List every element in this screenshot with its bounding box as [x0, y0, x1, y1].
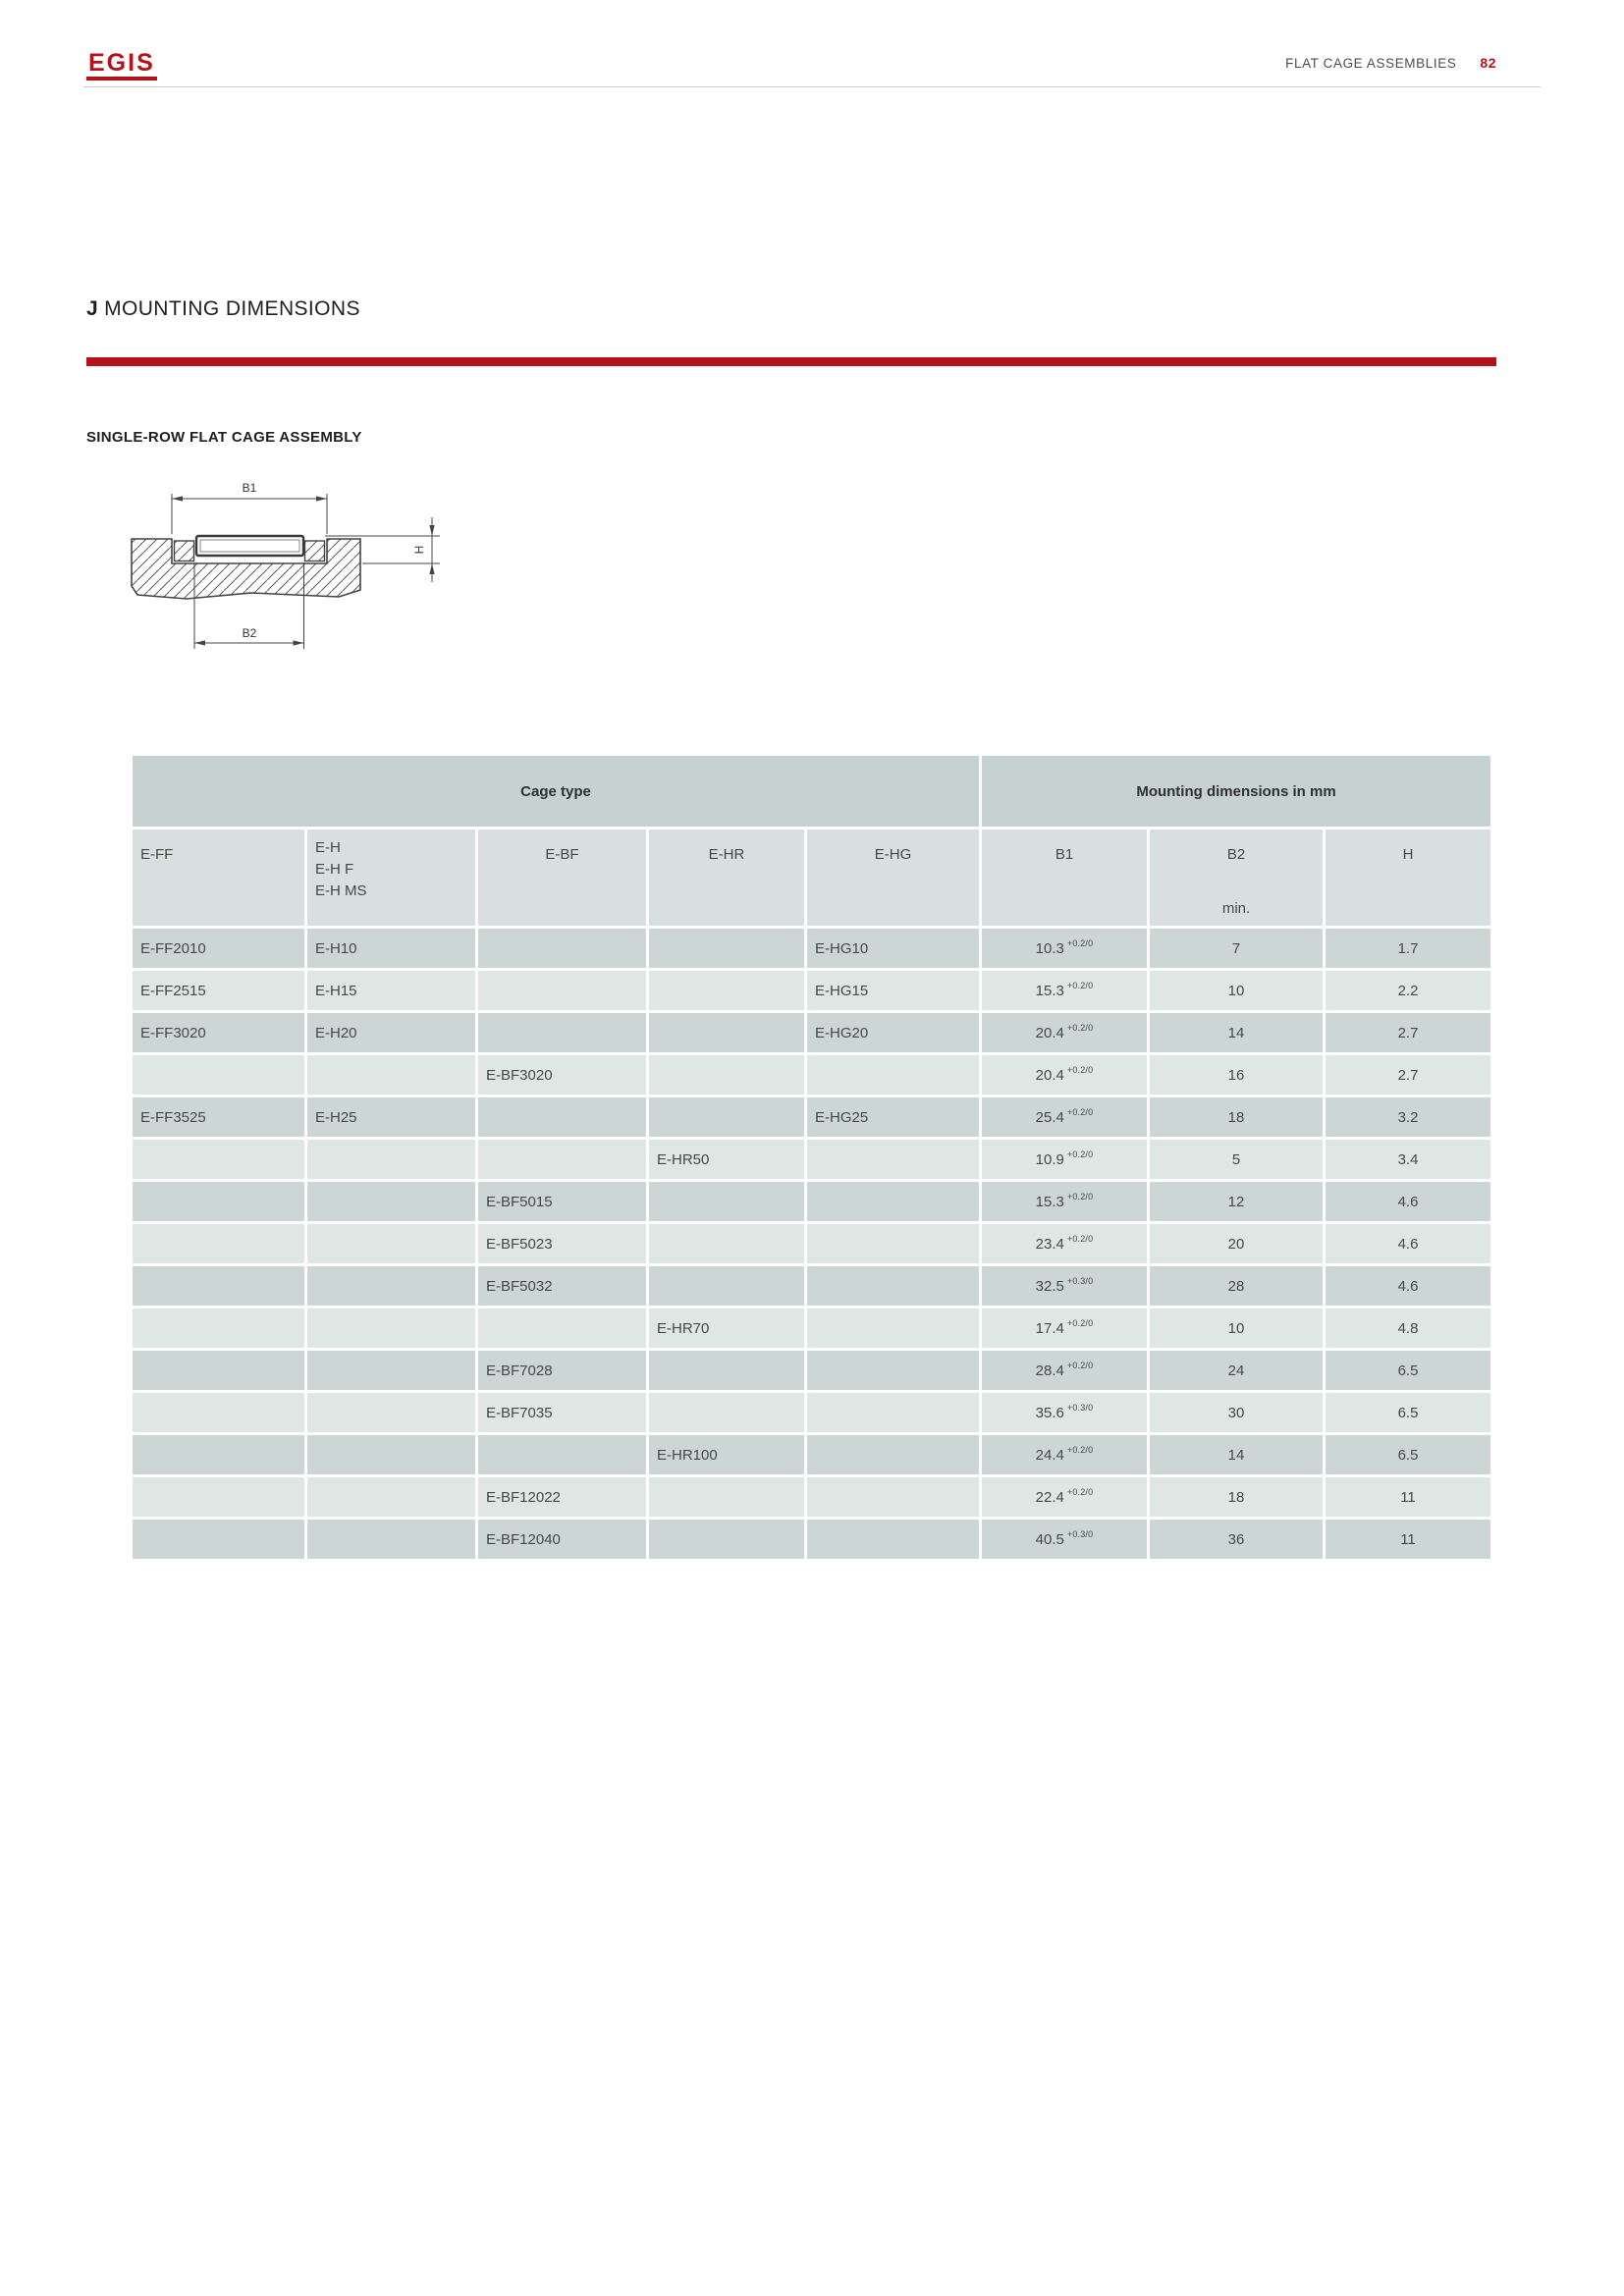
cell-h: 4.6: [1326, 1224, 1490, 1263]
col-header-e-hg: E-HG: [807, 829, 979, 926]
dim-label-h: H: [412, 545, 426, 555]
section-letter: J: [86, 297, 99, 320]
cell-b1: [982, 1224, 1147, 1263]
section-rule: [86, 357, 1496, 366]
cell-e-hg: [807, 1266, 979, 1306]
cell-b2-min: 12: [1150, 1182, 1323, 1221]
cell-e-hr: [649, 1477, 804, 1517]
b1-tolerance: +0.2/0: [1066, 1234, 1094, 1244]
cell-e-hg: E-HG25: [807, 1097, 979, 1137]
cell-e-hg: [807, 1477, 979, 1517]
col-header-e-ff: E-FF: [133, 829, 304, 926]
cell-e-h: E-H15: [307, 971, 475, 1010]
cell-b2-min: 18: [1150, 1477, 1323, 1517]
cell-e-bf: [478, 1013, 646, 1052]
cell-e-hr: E-HR50: [649, 1140, 804, 1179]
cell-e-h: [307, 1435, 475, 1474]
cell-e-hr: [649, 1520, 804, 1559]
cell-e-hr: [649, 1266, 804, 1306]
col-header-e-h-line2: E-H F: [315, 860, 354, 878]
table-row: [133, 1435, 1490, 1474]
cell-b2-min: 30: [1150, 1393, 1323, 1432]
cell-e-hr: [649, 1351, 804, 1390]
cell-e-ff: [133, 1055, 304, 1095]
group-header-cage-type: Cage type: [133, 756, 979, 827]
b1-tolerance: +0.2/0: [1066, 1487, 1094, 1497]
cell-b2-min: 36: [1150, 1520, 1323, 1559]
cell-b2-min: 10: [1150, 971, 1323, 1010]
col-header-e-h: [307, 829, 475, 926]
table-row: [133, 929, 1490, 968]
cell-b1: [982, 1055, 1147, 1095]
cell-b1: [982, 1097, 1147, 1137]
b1-value: 15.3: [1035, 1193, 1064, 1210]
cell-e-h: [307, 1393, 475, 1432]
cell-e-h: [307, 1140, 475, 1179]
cell-e-bf: E-BF12022: [478, 1477, 646, 1517]
cell-e-hg: [807, 1393, 979, 1432]
cell-e-bf: E-BF5023: [478, 1224, 646, 1263]
cell-e-ff: [133, 1393, 304, 1432]
cell-e-bf: E-BF3020: [478, 1055, 646, 1095]
b1-tolerance: +0.2/0: [1066, 1318, 1094, 1328]
section-title-text: MOUNTING DIMENSIONS: [104, 297, 360, 320]
b1-value: 10.9: [1035, 1150, 1064, 1168]
cell-h: 6.5: [1326, 1351, 1490, 1390]
cell-e-hg: E-HG10: [807, 929, 979, 968]
dim-label-b1: B1: [242, 481, 257, 495]
b1-tolerance: +0.3/0: [1066, 1403, 1094, 1413]
cell-e-bf: [478, 1140, 646, 1179]
cell-e-hr: [649, 1224, 804, 1263]
table-row: [133, 1351, 1490, 1390]
cell-b2-min: 20: [1150, 1224, 1323, 1263]
table-group-header: [133, 756, 1490, 827]
cell-e-ff: [133, 1140, 304, 1179]
table-row: [133, 1013, 1490, 1052]
cell-b2-min: 14: [1150, 1013, 1323, 1052]
cell-b2-min: 10: [1150, 1308, 1323, 1348]
cell-e-hr: [649, 1097, 804, 1137]
b1-value: 40.5: [1035, 1530, 1064, 1548]
cell-b2-min: 24: [1150, 1351, 1323, 1390]
cell-b2-min: 18: [1150, 1097, 1323, 1137]
cell-b1: [982, 971, 1147, 1010]
cell-e-bf: E-BF12040: [478, 1520, 646, 1559]
cell-e-hg: E-HG20: [807, 1013, 979, 1052]
cell-e-h: [307, 1182, 475, 1221]
cell-e-ff: [133, 1266, 304, 1306]
cell-e-h: [307, 1308, 475, 1348]
cell-b2-min: 28: [1150, 1266, 1323, 1306]
cell-e-bf: [478, 1097, 646, 1137]
cell-e-ff: [133, 1435, 304, 1474]
cell-e-hg: [807, 1435, 979, 1474]
cell-b1: [982, 1477, 1147, 1517]
b1-tolerance: +0.3/0: [1066, 1276, 1094, 1286]
mounting-dimensions-table: [133, 756, 1490, 1562]
cell-b1: [982, 1393, 1147, 1432]
cell-h: 3.4: [1326, 1140, 1490, 1179]
cell-b1: [982, 1435, 1147, 1474]
table-row: [133, 1097, 1490, 1137]
cell-h: 2.7: [1326, 1055, 1490, 1095]
b1-value: 28.4: [1035, 1362, 1064, 1379]
cell-e-hg: [807, 1182, 979, 1221]
cell-e-bf: E-BF5015: [478, 1182, 646, 1221]
b1-value: 20.4: [1035, 1066, 1064, 1084]
cell-e-h: E-H20: [307, 1013, 475, 1052]
cage-strip: [196, 536, 303, 556]
cell-b1: [982, 1013, 1147, 1052]
table-row: [133, 1182, 1490, 1221]
b1-value: 22.4: [1035, 1488, 1064, 1506]
subtitle: SINGLE-ROW FLAT CAGE ASSEMBLY: [86, 429, 362, 446]
cell-e-bf: [478, 1308, 646, 1348]
cell-h: 1.7: [1326, 929, 1490, 968]
table-column-header: [133, 829, 1490, 926]
cell-e-bf: E-BF7028: [478, 1351, 646, 1390]
cell-e-h: [307, 1224, 475, 1263]
col-header-b1: B1: [982, 829, 1147, 926]
cell-h: 4.8: [1326, 1308, 1490, 1348]
b1-tolerance: +0.2/0: [1066, 1361, 1094, 1370]
col-header-e-bf: E-BF: [478, 829, 646, 926]
cell-h: 6.5: [1326, 1435, 1490, 1474]
cell-e-ff: [133, 1520, 304, 1559]
cell-e-hr: E-HR70: [649, 1308, 804, 1348]
header-chapter-title: FLAT CAGE ASSEMBLIES: [1285, 56, 1457, 71]
b1-value: 23.4: [1035, 1235, 1064, 1253]
b1-value: 20.4: [1035, 1024, 1064, 1041]
cell-e-hr: [649, 929, 804, 968]
cell-e-hg: [807, 1055, 979, 1095]
cell-e-bf: E-BF7035: [478, 1393, 646, 1432]
table-row: [133, 971, 1490, 1010]
b1-value: 25.4: [1035, 1108, 1064, 1126]
cell-h: 6.5: [1326, 1393, 1490, 1432]
cell-h: 11: [1326, 1520, 1490, 1559]
cell-e-hr: [649, 971, 804, 1010]
cell-e-hr: [649, 1182, 804, 1221]
cell-h: 2.2: [1326, 971, 1490, 1010]
roller-right: [305, 541, 325, 561]
b1-tolerance: +0.2/0: [1066, 1023, 1094, 1033]
cell-b1: [982, 1520, 1147, 1559]
cell-e-ff: [133, 1182, 304, 1221]
cell-e-ff: [133, 1224, 304, 1263]
cell-e-h: [307, 1266, 475, 1306]
col-header-b2: [1150, 829, 1323, 926]
cell-e-h: E-H25: [307, 1097, 475, 1137]
b1-value: 35.6: [1035, 1404, 1064, 1421]
cell-e-ff: E-FF3525: [133, 1097, 304, 1137]
cell-b1: [982, 1266, 1147, 1306]
b1-value: 32.5: [1035, 1277, 1064, 1295]
table-row: [133, 1224, 1490, 1263]
cell-b1: [982, 1182, 1147, 1221]
b1-tolerance: +0.2/0: [1066, 1107, 1094, 1117]
cell-e-hr: [649, 1055, 804, 1095]
cell-e-bf: [478, 971, 646, 1010]
cell-e-ff: E-FF2010: [133, 929, 304, 968]
cell-b2-min: 14: [1150, 1435, 1323, 1474]
b1-tolerance: +0.2/0: [1066, 1065, 1094, 1075]
b1-tolerance: +0.2/0: [1066, 938, 1094, 948]
page-number: 82: [1480, 55, 1496, 71]
cell-e-ff: [133, 1351, 304, 1390]
table-row: [133, 1055, 1490, 1095]
cell-e-hg: [807, 1351, 979, 1390]
col-header-e-h-line3: E-H MS: [315, 881, 367, 899]
cell-e-hg: [807, 1520, 979, 1559]
cell-h: 11: [1326, 1477, 1490, 1517]
b1-value: 17.4: [1035, 1319, 1064, 1337]
b1-value: 10.3: [1035, 939, 1064, 957]
cell-e-bf: [478, 929, 646, 968]
cell-e-h: E-H10: [307, 929, 475, 968]
cell-e-h: [307, 1477, 475, 1517]
col-header-h: H: [1326, 829, 1490, 926]
egis-logo: EGIS: [86, 51, 157, 80]
header-divider: [83, 86, 1541, 87]
cell-e-bf: E-BF5032: [478, 1266, 646, 1306]
cell-e-ff: E-FF3020: [133, 1013, 304, 1052]
cell-e-h: [307, 1055, 475, 1095]
col-header-e-h-line1: E-H: [315, 839, 341, 856]
section-title: [86, 297, 360, 321]
b1-tolerance: +0.2/0: [1066, 1149, 1094, 1159]
table-row: [133, 1266, 1490, 1306]
cell-e-ff: [133, 1308, 304, 1348]
page-header: [1285, 55, 1496, 71]
b1-value: 15.3: [1035, 982, 1064, 999]
cell-b2-min: 7: [1150, 929, 1323, 968]
cell-b1: [982, 1308, 1147, 1348]
cell-e-hr: [649, 1013, 804, 1052]
table-body: [133, 929, 1490, 1559]
group-header-mounting: Mounting dimensions in mm: [982, 756, 1490, 827]
cell-b1: [982, 929, 1147, 968]
cell-e-ff: [133, 1477, 304, 1517]
cell-h: 2.7: [1326, 1013, 1490, 1052]
cross-section-drawing: [94, 461, 458, 667]
cell-e-ff: E-FF2515: [133, 971, 304, 1010]
cell-e-h: [307, 1520, 475, 1559]
b1-value: 24.4: [1035, 1446, 1064, 1464]
dim-label-b2: B2: [242, 626, 257, 640]
cell-e-hg: [807, 1224, 979, 1263]
col-header-e-hr: E-HR: [649, 829, 804, 926]
b1-tolerance: +0.2/0: [1066, 1445, 1094, 1455]
col-header-b2-min: min.: [1221, 900, 1251, 917]
cell-e-hg: [807, 1308, 979, 1348]
cell-b2-min: 5: [1150, 1140, 1323, 1179]
cell-h: 4.6: [1326, 1182, 1490, 1221]
table-row: [133, 1140, 1490, 1179]
b1-tolerance: +0.2/0: [1066, 1192, 1094, 1201]
cell-h: 4.6: [1326, 1266, 1490, 1306]
cell-e-hr: E-HR100: [649, 1435, 804, 1474]
roller-left: [175, 541, 194, 561]
cell-b1: [982, 1351, 1147, 1390]
col-header-b2-label: B2: [1226, 846, 1246, 863]
cell-e-hg: E-HG15: [807, 971, 979, 1010]
table-row: [133, 1520, 1490, 1559]
table-row: [133, 1393, 1490, 1432]
cell-h: 3.2: [1326, 1097, 1490, 1137]
cell-e-bf: [478, 1435, 646, 1474]
cell-e-hr: [649, 1393, 804, 1432]
b1-tolerance: +0.2/0: [1066, 981, 1094, 990]
b1-tolerance: +0.3/0: [1066, 1529, 1094, 1539]
cell-e-h: [307, 1351, 475, 1390]
cell-e-hg: [807, 1140, 979, 1179]
cell-b2-min: 16: [1150, 1055, 1323, 1095]
table-row: [133, 1477, 1490, 1517]
table-row: [133, 1308, 1490, 1348]
cell-b1: [982, 1140, 1147, 1179]
